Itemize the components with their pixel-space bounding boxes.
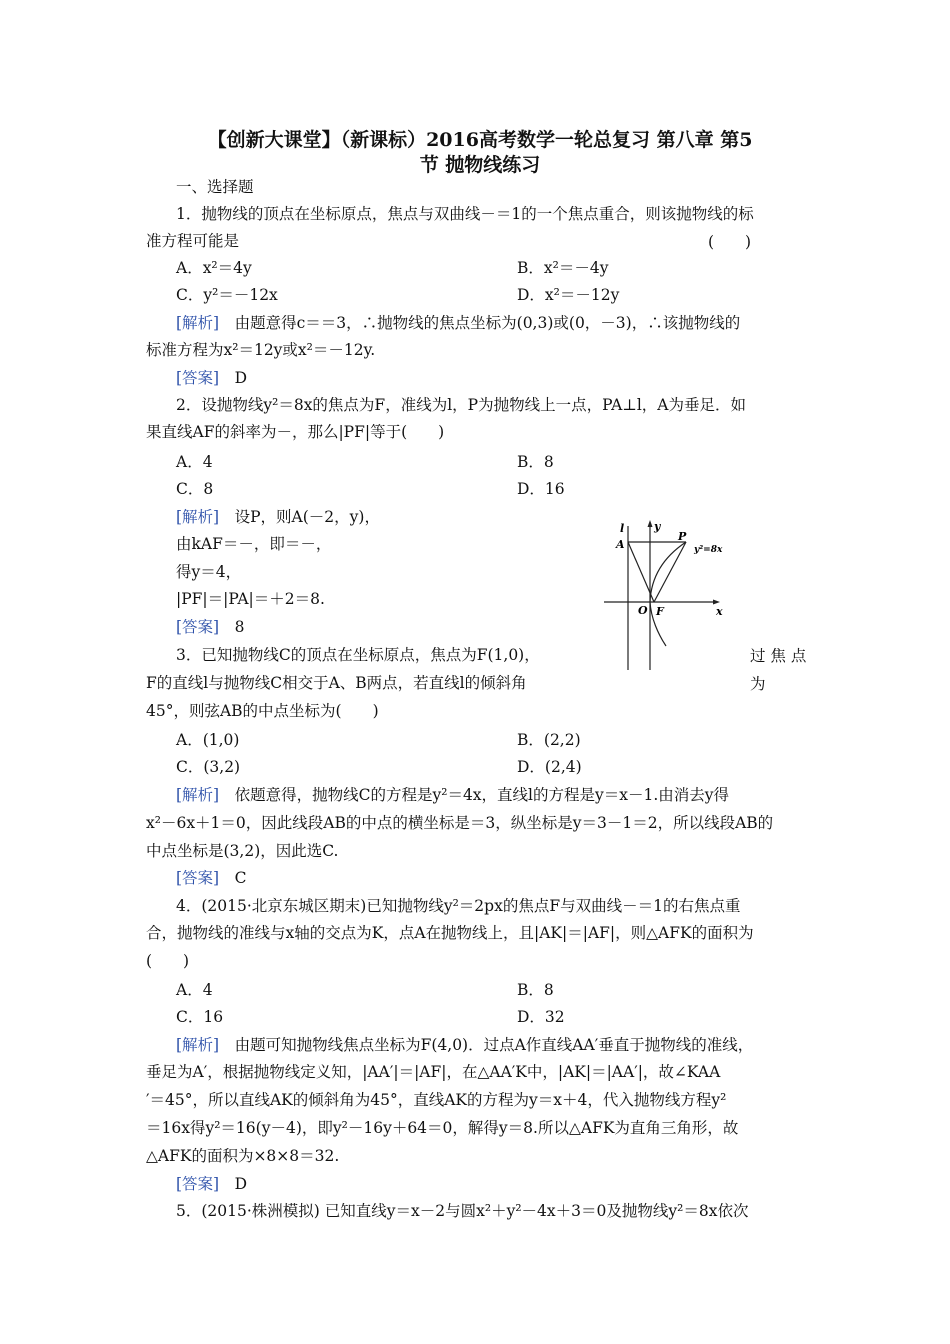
q1-answer: [176, 367, 247, 389]
answer-tag: [答案]: [176, 618, 220, 636]
q3-analysis-line3: 中点坐标是(3,2)，因此选C.: [146, 842, 339, 860]
analysis-tag: [解析]: [176, 508, 220, 526]
q4-analysis-line2: 垂足为A′，根据抛物线定义知，|AA′|＝|AF|，在△AA′K中，|AK|＝|AA′|，故∠KAA: [146, 1063, 721, 1081]
q4-stem-line1: 4．(2015·北京东城区期末)已知抛物线y²＝2px的焦点F与双曲线－＝1的右焦点重: [176, 897, 741, 915]
q1-analysis-text1: 由题意得c＝＝3，∴抛物线的焦点坐标为(0,3)或(0，－3)，∴该抛物线的: [219, 314, 741, 332]
label-p: P: [678, 530, 687, 543]
q3-stem-line2: F的直线l与抛物线C相交于A、B两点，若直线l的倾斜角: [146, 674, 527, 692]
q3-option-b: B．(2,2): [517, 731, 581, 749]
q4-analysis-line4: ＝16x得y²＝16(y－4)，即y²－16y＋64＝0，解得y＝8.所以△AFK为直角三角形，故: [146, 1119, 739, 1137]
q3-answer: [176, 867, 246, 889]
q2-stem-line1: 2．设抛物线y²＝8x的焦点为F，准线为l，P为抛物线上一点，PA⊥l，A为垂足．如: [176, 396, 747, 414]
q3-stem-line2-right: 为: [750, 675, 766, 693]
answer-tag: [答案]: [176, 869, 220, 887]
label-l: l: [620, 522, 625, 535]
x-axis-arrow: [713, 600, 720, 605]
q1-stem-line1: 1．抛物线的顶点在坐标原点，焦点与双曲线－＝1的一个焦点重合，则该抛物线的标: [176, 205, 754, 223]
q4-answer: [176, 1173, 247, 1195]
q2-answer: [176, 616, 244, 638]
label-o: O: [638, 604, 648, 617]
q1-option-b: B．x²＝－4y: [517, 259, 609, 277]
q3-analysis-line2: x²－6x＋1＝0，因此线段AB的中点的横坐标是＝3，纵坐标是y＝3－1＝2，所以线段AB的: [146, 814, 774, 832]
q4-analysis-line5: △AFK的面积为×8×8＝32.: [146, 1147, 340, 1165]
q2-option-b: B．8: [517, 453, 554, 471]
q2-analysis-line3: 得y＝4，: [176, 563, 242, 581]
parabola-figure: [598, 518, 732, 670]
q1-analysis-line2: 标准方程为x²＝12y或x²＝－12y.: [146, 341, 376, 359]
label-y: y: [654, 520, 661, 533]
label-x: x: [716, 605, 723, 618]
q4-stem-line2: 合，抛物线的准线与x轴的交点为K，点A在抛物线上，且|AK|＝|AF|，则△AFK的面积为: [146, 924, 754, 942]
analysis-tag: [解析]: [176, 1036, 220, 1054]
q4-option-d: D．32: [517, 1008, 565, 1026]
q3-answer-value: C: [219, 869, 247, 887]
q1-stem-line2: 准方程可能是: [146, 232, 240, 250]
q4-analysis-text1: 由题可知抛物线焦点坐标为F(4,0)．过点A作直线AA′垂直于抛物线的准线，: [219, 1036, 754, 1054]
q2-option-c: C．8: [176, 480, 214, 498]
q1-option-a: A．x²＝4y: [176, 259, 252, 277]
q3-stem-line3: 45°，则弦AB的中点坐标为( ): [146, 702, 379, 720]
label-f: F: [656, 605, 664, 618]
q1-option-c: C．y²＝－12x: [176, 286, 278, 304]
q2-analysis-line2: 由kAF＝－，即＝－，: [176, 535, 332, 553]
q2-option-a: A．4: [176, 453, 213, 471]
page-title-line1: 【创新大课堂】（新课标）2016高考数学一轮总复习 第八章 第5: [207, 129, 753, 151]
q2-option-d: D．16: [517, 480, 565, 498]
page-title-line2: 节 抛物线练习: [419, 154, 541, 176]
q4-option-a: A．4: [176, 981, 213, 999]
q1-option-d: D．x²＝－12y: [517, 286, 620, 304]
analysis-tag: [解析]: [176, 314, 220, 332]
q3-stem-line1-right: 过 焦 点: [750, 647, 807, 665]
segment-pf: [654, 542, 686, 602]
q2-analysis-line1: [176, 506, 380, 528]
q3-option-c: C．(3,2): [176, 758, 241, 776]
q4-option-b: B．8: [517, 981, 554, 999]
q1-analysis-line1: [176, 312, 740, 334]
q3-option-d: D．(2,4): [517, 758, 582, 776]
answer-tag: [答案]: [176, 1175, 220, 1193]
q2-analysis-text1: 设P，则A(－2，y)，: [219, 508, 380, 526]
q4-stem-line3: ( ): [146, 952, 190, 970]
label-a: A: [616, 538, 625, 551]
answer-tag: [答案]: [176, 369, 220, 387]
label-equation: y²=8x: [694, 545, 723, 555]
q2-stem-line2: 果直线AF的斜率为－，那么|PF|等于( ): [146, 423, 445, 441]
y-axis-arrow: [648, 520, 653, 527]
q4-option-c: C．16: [176, 1008, 224, 1026]
q4-answer-value: D: [219, 1175, 248, 1193]
q3-analysis-text1: 依题意得，抛物线C的方程是y²＝4x，直线l的方程是y＝x－1.由消去y得: [219, 786, 730, 804]
q3-analysis-line1: [176, 784, 729, 806]
q2-analysis-line4: |PF|＝|PA|＝＋2＝8.: [176, 590, 325, 608]
q3-stem-line1: 3．已知抛物线C的顶点在坐标原点，焦点为F(1,0)，: [176, 646, 540, 664]
q1-answer-value: D: [219, 369, 248, 387]
analysis-tag: [解析]: [176, 786, 220, 804]
q1-answer-blank: ( ): [708, 233, 752, 251]
q3-option-a: A．(1,0): [176, 731, 240, 749]
q4-analysis-line1: [176, 1034, 753, 1056]
q2-answer-value: 8: [219, 618, 245, 636]
section-heading: 一、选择题: [176, 178, 254, 196]
q5-stem-line1: 5．(2015·株洲模拟) 已知直线y＝x－2与圆x²＋y²－4x＋3＝0及抛物线y²＝8x依次: [176, 1202, 749, 1220]
q4-analysis-line3: ′＝45°，所以直线AK的倾斜角为45°，直线AK的方程为y＝x＋4，代入抛物线方程y²: [146, 1091, 727, 1109]
